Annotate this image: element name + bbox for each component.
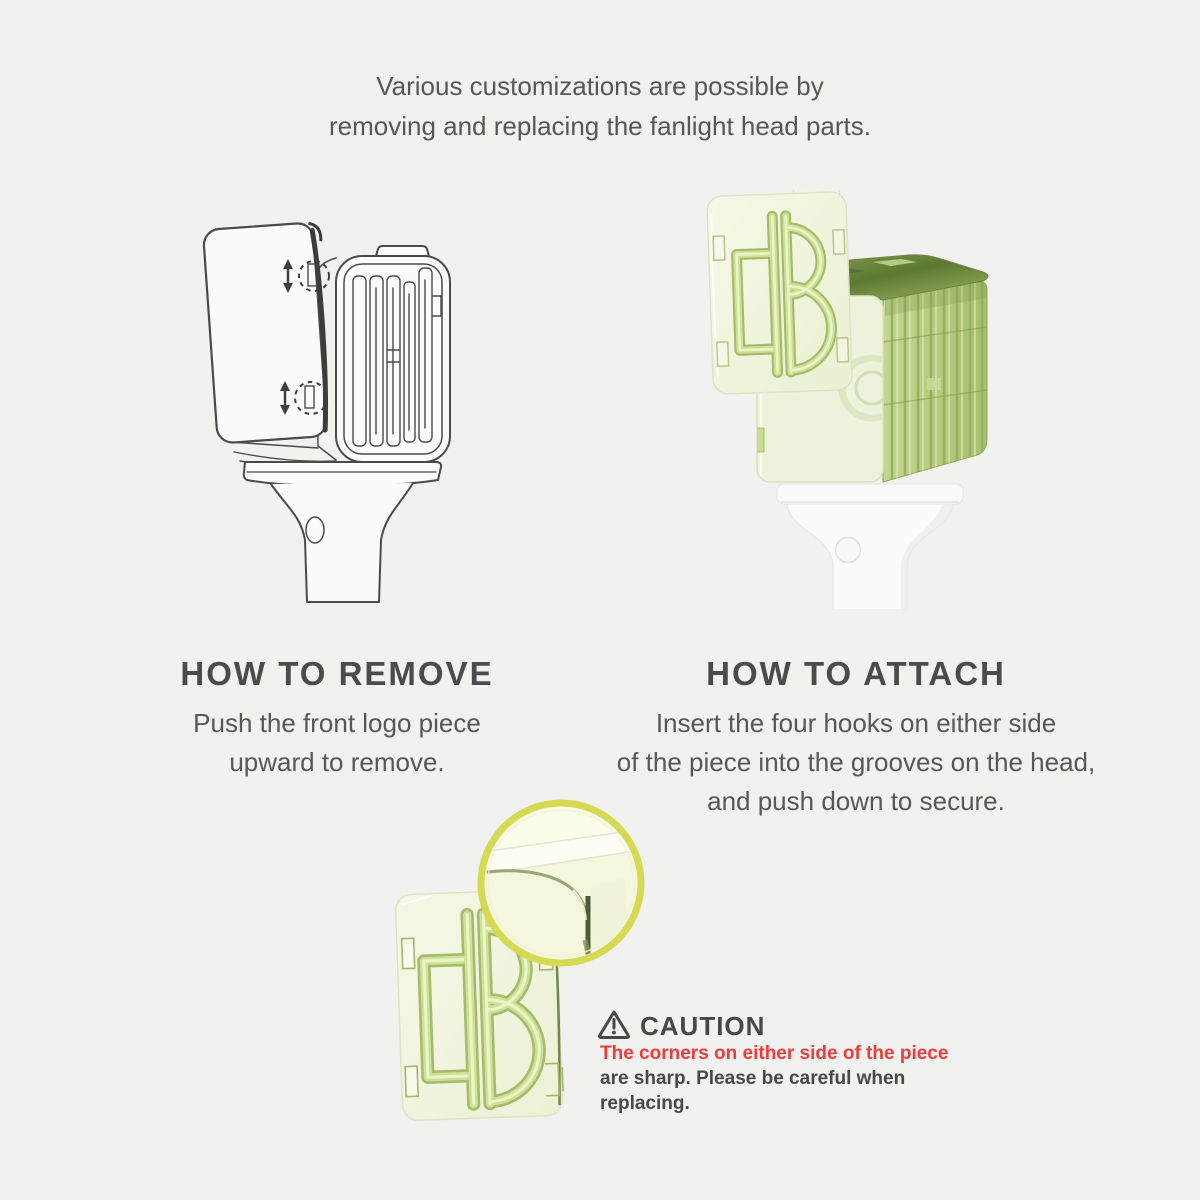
handle-collar (244, 462, 441, 486)
body-line: Insert the four hooks on either side (655, 708, 1057, 738)
magnifier-circle (481, 803, 645, 963)
intro-line: Various customizations are possible by (376, 71, 824, 101)
attach-illustration-render (695, 190, 1015, 610)
body-line: of the piece into the grooves on the head, (616, 747, 1096, 777)
caution-line: are sharp. Please be careful when (600, 1068, 906, 1089)
how-to-attach-title: HOW TO ATTACH (706, 655, 1006, 692)
caution-title: CAUTION (640, 1011, 766, 1041)
how-to-remove-text (87, 704, 587, 782)
warning-triangle-icon (596, 1008, 632, 1040)
body-line: upward to remove. (229, 747, 445, 777)
caution-highlight-line: The corners on either side of the piece (600, 1043, 949, 1064)
intro-text (0, 66, 1200, 146)
intro-line: removing and replacing the fanlight head parts. (328, 111, 871, 141)
handle-neck (271, 483, 413, 602)
caution-text (600, 1041, 960, 1116)
body-line: Push the front logo piece (193, 708, 481, 738)
remove-illustration-lineart (170, 210, 500, 610)
front-logo-piece-lineart (203, 222, 335, 444)
how-to-attach-text (606, 704, 1106, 821)
how-to-remove-title: HOW TO REMOVE (180, 655, 494, 692)
handle-render (777, 484, 963, 610)
handle-button (836, 538, 861, 563)
caution-line: replacing. (600, 1093, 690, 1114)
body-line: and push down to secure. (707, 786, 1005, 816)
front-logo-piece-render (706, 190, 852, 394)
